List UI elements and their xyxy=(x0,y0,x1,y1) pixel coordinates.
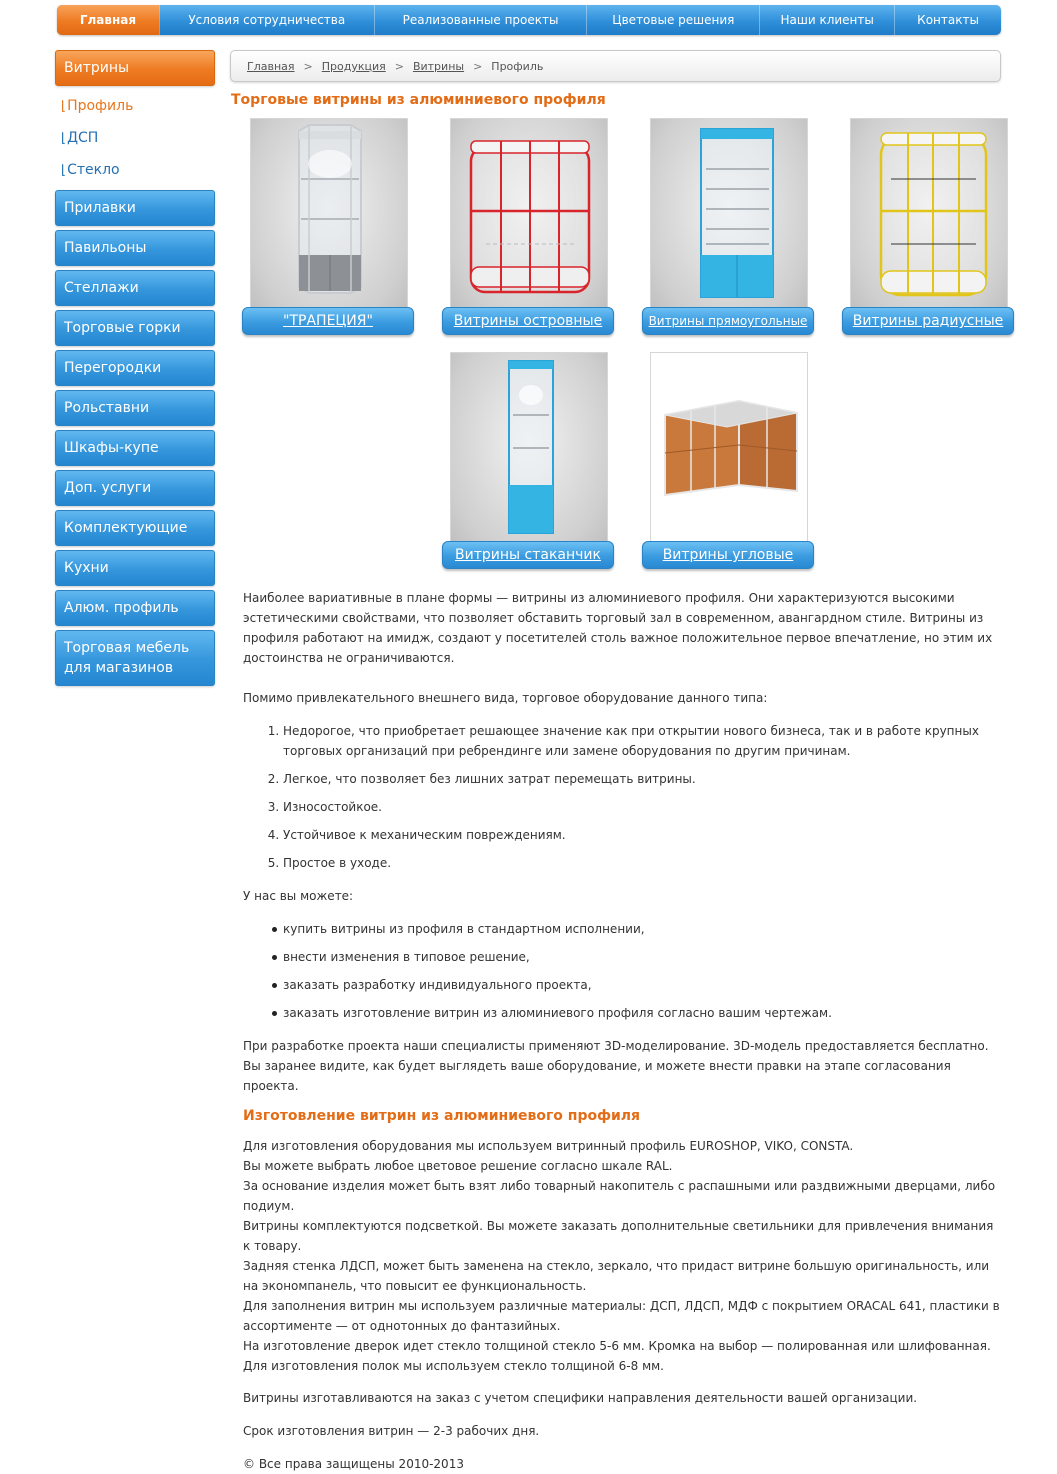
top-navigation xyxy=(57,5,1001,35)
sidebar-sub-label: Профиль xyxy=(67,98,134,114)
product-card xyxy=(842,118,1014,338)
sidebar-item-shutters[interactable]: Рольставни xyxy=(55,390,215,426)
product-image-corner[interactable] xyxy=(650,352,808,552)
benefit-item: 4. Устойчивое к механическим повреждениям. xyxy=(283,825,1003,845)
sidebar-item-components[interactable]: Комплектующие xyxy=(55,510,215,546)
sidebar xyxy=(55,50,217,690)
intro-paragraph: Наиболее вариативные в плане формы — витрины из алюминиевого профиля. Они характеризуются высокими эстетическими свойствами, что позволяет обставить торговый зал в современном, авангардном стиле. Витрины из профиля работают на имидж, создают у посетителей столь важное положительное первое впечатление, но этим их достоинства не ограничиваются. xyxy=(243,591,993,665)
benefit-item: 3. Износостойкое. xyxy=(283,797,1003,817)
showcase-trapeze-icon xyxy=(251,119,408,318)
copyright: © Все права защищены 2010-2013 xyxy=(243,1457,464,1471)
product-image-rectangular[interactable] xyxy=(650,118,808,318)
sidebar-sub-glass[interactable] xyxy=(55,154,217,186)
section-heading: Изготовление витрин из алюминиевого профиля xyxy=(243,1108,641,1124)
sub-bracket-icon: ⌊ xyxy=(61,99,67,114)
showcase-glass-tower-icon xyxy=(451,353,608,552)
manufacture-line: Задняя стенка ЛДСП, может быть заменена на стекло, зеркало, что придаст витрине большую оригинальность, или на экономпанель, что повысит ее функциональность. xyxy=(243,1259,990,1293)
model3d-paragraph: При разработке проекта наши специалисты применяют 3D-моделирование. 3D-модель предоставляется бесплатно. Вы заранее видите, как будет выглядеть ваше оборудование, и можете внести правки на этапе согласования проекта. xyxy=(243,1039,989,1093)
can-list xyxy=(243,919,1003,1023)
product-image-glass-tower[interactable] xyxy=(450,352,608,552)
sidebar-sub-label: ДСП xyxy=(67,130,99,146)
can-item: купить витрины из профиля в стандартном исполнении, xyxy=(283,919,1003,939)
sidebar-item-kitchens[interactable]: Кухни xyxy=(55,550,215,586)
manufacture-line: За основание изделия может быть взят либо товарный накопитель с распашными или раздвижными дверцами, либо подиум. xyxy=(243,1179,996,1213)
sidebar-item-wardrobes[interactable]: Шкафы-купе xyxy=(55,430,215,466)
nav-colors[interactable]: Цветовые решения xyxy=(586,5,759,35)
showcase-radius-icon xyxy=(851,119,1008,318)
manufacture-block xyxy=(243,1136,1003,1376)
breadcrumb-separator: > xyxy=(473,59,483,73)
sidebar-item-partitions[interactable]: Перегородки xyxy=(55,350,215,386)
product-card xyxy=(642,352,814,572)
product-link-trapeze[interactable]: "ТРАПЕЦИЯ" xyxy=(242,307,414,335)
page-title: Торговые витрины из алюминиевого профиля xyxy=(231,92,606,108)
custom-paragraph: Витрины изготавливаются на заказ с учетом специфики направления деятельности вашей организации. xyxy=(243,1391,918,1405)
product-link-rectangular[interactable]: Витрины прямоугольные xyxy=(642,307,814,335)
term-paragraph: Срок изготовления витрин — 2-3 рабочих дня. xyxy=(243,1424,540,1438)
can-lead: У нас вы можете: xyxy=(243,889,354,903)
product-card xyxy=(442,118,614,338)
article-content xyxy=(243,588,1003,1474)
breadcrumb-current: Профиль xyxy=(491,59,544,73)
product-link-radius[interactable]: Витрины радиусные xyxy=(842,307,1014,335)
product-card xyxy=(642,118,814,338)
breadcrumb-separator: > xyxy=(303,59,313,73)
sidebar-item-shop-furniture[interactable]: Торговая мебель для магазинов xyxy=(55,630,215,686)
product-card xyxy=(442,352,614,572)
product-link-island[interactable]: Витрины островные xyxy=(442,307,614,335)
manufacture-line: На изготовление дверок идет стекло толщиной стекло 5-6 мм. Кромка на выбор — полированная или шлифованная. Для изготовления полок мы используем стекло толщиной 6-8 мм. xyxy=(243,1339,991,1373)
product-link-glass-tower[interactable]: Витрины стаканчик xyxy=(442,541,614,569)
manufacture-line: Для заполнения витрин мы используем различные материалы: ДСП, ЛДСП, МДФ с покрытием ORACAL 641, пластики в ассортименте — от однотонных до фантазийных. xyxy=(243,1299,1000,1333)
can-item: заказать разработку индивидуального проекта, xyxy=(283,975,1003,995)
product-image-trapeze[interactable] xyxy=(250,118,408,318)
sidebar-item-services[interactable]: Доп. услуги xyxy=(55,470,215,506)
product-image-radius[interactable] xyxy=(850,118,1008,318)
can-item: внести изменения в типовое решение, xyxy=(283,947,1003,967)
product-link-corner[interactable]: Витрины угловые xyxy=(642,541,814,569)
nav-projects[interactable]: Реализованные проекты xyxy=(374,5,587,35)
breadcrumb-separator: > xyxy=(394,59,404,73)
sidebar-item-alu-profile[interactable]: Алюм. профиль xyxy=(55,590,215,626)
can-item: заказать изготовление витрин из алюминиевого профиля согласно вашим чертежам. xyxy=(283,1003,1003,1023)
sidebar-item-racks[interactable]: Стеллажи xyxy=(55,270,215,306)
benefit-item: 1. Недорогое, что приобретает решающее значение как при открытии нового бизнеса, так и в работе крупных торговых организаций при ребрендинге или замене оборудования по другим причинам. xyxy=(283,721,1003,761)
breadcrumb-products[interactable]: Продукция xyxy=(321,59,386,73)
sub-bracket-icon: ⌊ xyxy=(61,163,67,178)
benefits-lead: Помимо привлекательного внешнего вида, торговое оборудование данного типа: xyxy=(243,691,768,705)
sidebar-item-counters[interactable]: Прилавки xyxy=(55,190,215,226)
nav-clients[interactable]: Наши клиенты xyxy=(759,5,894,35)
sidebar-item-pavilions[interactable]: Павильоны xyxy=(55,230,215,266)
sidebar-sub-dsp[interactable] xyxy=(55,122,217,154)
manufacture-line: Вы можете выбрать любое цветовое решение согласно шкале RAL. xyxy=(243,1159,673,1173)
sidebar-item-vitriny[interactable]: Витрины xyxy=(55,50,215,86)
manufacture-line: Витрины комплектуются подсветкой. Вы можете заказать дополнительные светильники для привлечения внимания к товару. xyxy=(243,1219,994,1253)
showcase-rectangular-icon xyxy=(651,119,808,318)
product-image-island[interactable] xyxy=(450,118,608,318)
sidebar-sub-profile[interactable] xyxy=(55,90,217,122)
product-card xyxy=(242,118,414,338)
sub-bracket-icon: ⌊ xyxy=(61,131,67,146)
breadcrumb-home[interactable]: Главная xyxy=(247,59,295,73)
nav-contacts[interactable]: Контакты xyxy=(894,5,1001,35)
benefits-list xyxy=(243,721,1003,873)
breadcrumb xyxy=(230,50,1001,82)
benefit-item: 5. Простое в уходе. xyxy=(283,853,1003,873)
nav-cooperation[interactable]: Условия сотрудничества xyxy=(159,5,374,35)
showcase-island-icon xyxy=(451,119,608,318)
breadcrumb-vitriny[interactable]: Витрины xyxy=(412,59,465,73)
sidebar-sub-label: Стекло xyxy=(67,162,120,178)
nav-home[interactable]: Главная xyxy=(57,5,159,35)
sidebar-item-trade-slides[interactable]: Торговые горки xyxy=(55,310,215,346)
manufacture-line: Для изготовления оборудования мы используем витринный профиль EUROSHOP, VIKO, CONSTA. xyxy=(243,1139,854,1153)
showcase-corner-icon xyxy=(651,353,808,552)
benefit-item: 2. Легкое, что позволяет без лишних затрат перемещать витрины. xyxy=(283,769,1003,789)
